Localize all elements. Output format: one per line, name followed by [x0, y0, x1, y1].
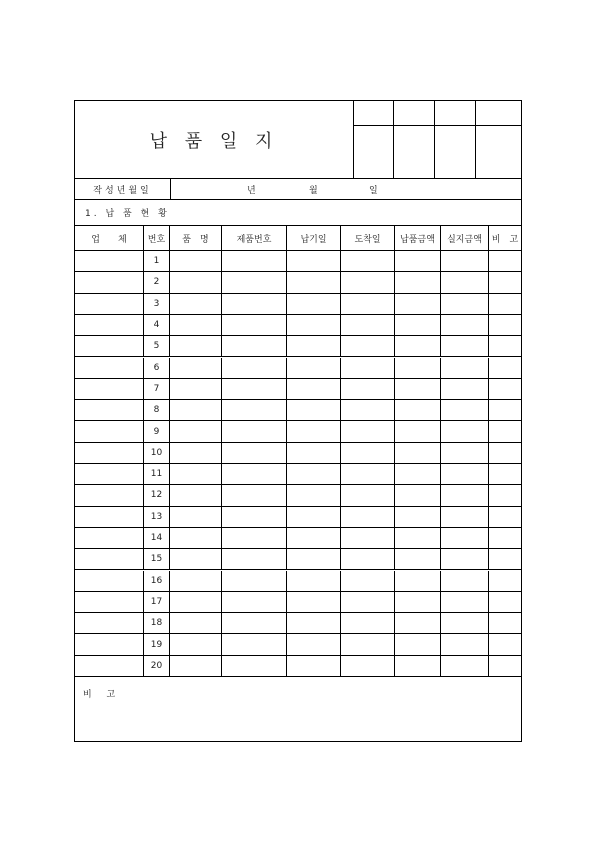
- arrival-date-cell[interactable]: [341, 400, 395, 420]
- approval-box: [353, 101, 521, 178]
- delivery-amount-cell[interactable]: [395, 549, 441, 569]
- actual-amount-cell[interactable]: [441, 315, 489, 335]
- due-date-cell[interactable]: [287, 421, 341, 441]
- delivery-amount-cell[interactable]: [395, 251, 441, 271]
- approval-sign-area[interactable]: [353, 126, 393, 178]
- row-number: 16: [144, 571, 170, 591]
- actual-amount-cell[interactable]: [441, 571, 489, 591]
- actual-amount-cell[interactable]: [441, 613, 489, 633]
- due-date-cell[interactable]: [287, 613, 341, 633]
- remarks-cell[interactable]: [489, 379, 521, 399]
- company-cell[interactable]: [75, 485, 144, 505]
- company-cell[interactable]: [75, 336, 144, 356]
- item-cell[interactable]: [170, 592, 222, 612]
- column-header-actual-amount: 실지금액: [441, 226, 489, 250]
- remarks-cell[interactable]: [489, 251, 521, 271]
- table-row: [75, 421, 521, 442]
- due-date-cell[interactable]: [287, 485, 341, 505]
- arrival-date-cell[interactable]: [341, 528, 395, 548]
- approval-column: [394, 101, 435, 178]
- product-no-cell[interactable]: [222, 336, 287, 356]
- arrival-date-cell[interactable]: [341, 549, 395, 569]
- arrival-date-cell[interactable]: [341, 464, 395, 484]
- item-cell[interactable]: [170, 464, 222, 484]
- due-date-cell[interactable]: [287, 272, 341, 292]
- product-no-cell[interactable]: [222, 549, 287, 569]
- table-row: [75, 507, 521, 528]
- delivery-amount-cell[interactable]: [395, 485, 441, 505]
- remarks-row[interactable]: [75, 677, 521, 741]
- section-row: [75, 200, 521, 226]
- arrival-date-cell[interactable]: [341, 634, 395, 654]
- actual-amount-cell[interactable]: [441, 251, 489, 271]
- actual-amount-cell[interactable]: [441, 592, 489, 612]
- company-cell[interactable]: [75, 613, 144, 633]
- actual-amount-cell[interactable]: [441, 294, 489, 314]
- company-cell[interactable]: [75, 507, 144, 527]
- due-date-cell[interactable]: [287, 315, 341, 335]
- item-cell[interactable]: [170, 549, 222, 569]
- company-cell[interactable]: [75, 272, 144, 292]
- delivery-amount-cell[interactable]: [395, 421, 441, 441]
- table-row: [75, 485, 521, 506]
- remarks-cell[interactable]: [489, 613, 521, 633]
- due-date-cell[interactable]: [287, 571, 341, 591]
- due-date-cell[interactable]: [287, 549, 341, 569]
- remarks-cell[interactable]: [489, 464, 521, 484]
- company-cell[interactable]: [75, 358, 144, 378]
- approval-sign-area[interactable]: [394, 126, 434, 178]
- item-cell[interactable]: [170, 251, 222, 271]
- approval-sign-area[interactable]: [435, 126, 475, 178]
- remarks-cell[interactable]: [489, 358, 521, 378]
- due-date-cell[interactable]: [287, 400, 341, 420]
- item-cell[interactable]: [170, 400, 222, 420]
- company-cell[interactable]: [75, 634, 144, 654]
- delivery-amount-cell[interactable]: [395, 336, 441, 356]
- product-no-cell[interactable]: [222, 421, 287, 441]
- table-row: [75, 443, 521, 464]
- remarks-cell[interactable]: [489, 549, 521, 569]
- actual-amount-cell[interactable]: [441, 336, 489, 356]
- arrival-date-cell[interactable]: [341, 592, 395, 612]
- remarks-cell[interactable]: [489, 294, 521, 314]
- header-row: [75, 101, 521, 179]
- due-date-cell[interactable]: [287, 336, 341, 356]
- row-number: 19: [144, 634, 170, 654]
- company-cell[interactable]: [75, 251, 144, 271]
- delivery-amount-cell[interactable]: [395, 272, 441, 292]
- row-number: 7: [144, 379, 170, 399]
- product-no-cell[interactable]: [222, 251, 287, 271]
- row-number: 18: [144, 613, 170, 633]
- company-cell[interactable]: [75, 294, 144, 314]
- approval-column: [353, 101, 394, 178]
- remarks-cell[interactable]: [489, 443, 521, 463]
- table-row: [75, 613, 521, 634]
- company-cell[interactable]: [75, 464, 144, 484]
- delivery-amount-cell[interactable]: [395, 528, 441, 548]
- page-title: 납 품 일 지: [75, 101, 354, 178]
- actual-amount-cell[interactable]: [441, 400, 489, 420]
- product-no-cell[interactable]: [222, 315, 287, 335]
- due-date-cell[interactable]: [287, 592, 341, 612]
- delivery-amount-cell[interactable]: [395, 379, 441, 399]
- item-cell[interactable]: [170, 294, 222, 314]
- product-no-cell[interactable]: [222, 358, 287, 378]
- arrival-date-cell[interactable]: [341, 656, 395, 676]
- table-row: [75, 294, 521, 315]
- row-number: 6: [144, 358, 170, 378]
- actual-amount-cell[interactable]: [441, 528, 489, 548]
- due-date-cell[interactable]: [287, 507, 341, 527]
- company-cell[interactable]: [75, 549, 144, 569]
- arrival-date-cell[interactable]: [341, 613, 395, 633]
- row-number: 11: [144, 464, 170, 484]
- table-header-row: [75, 226, 521, 251]
- table-row: [75, 400, 521, 421]
- item-cell[interactable]: [170, 634, 222, 654]
- actual-amount-cell[interactable]: [441, 358, 489, 378]
- date-field[interactable]: [171, 179, 521, 199]
- row-number: 4: [144, 315, 170, 335]
- approval-sign-area[interactable]: [476, 126, 521, 178]
- due-date-cell[interactable]: [287, 251, 341, 271]
- product-no-cell[interactable]: [222, 592, 287, 612]
- delivery-amount-cell[interactable]: [395, 507, 441, 527]
- column-header-remarks: 비 고: [491, 234, 519, 245]
- item-cell[interactable]: [170, 421, 222, 441]
- column-header-number: 번호: [144, 226, 170, 250]
- company-cell[interactable]: [75, 528, 144, 548]
- product-no-cell[interactable]: [222, 485, 287, 505]
- date-label: 작성년월일: [75, 179, 171, 199]
- item-cell[interactable]: [170, 528, 222, 548]
- due-date-cell[interactable]: [287, 294, 341, 314]
- due-date-cell[interactable]: [287, 379, 341, 399]
- product-no-cell[interactable]: [222, 634, 287, 654]
- remarks-cell[interactable]: [489, 634, 521, 654]
- product-no-cell[interactable]: [222, 294, 287, 314]
- arrival-date-cell[interactable]: [341, 315, 395, 335]
- row-number: 3: [144, 294, 170, 314]
- row-number: 10: [144, 443, 170, 463]
- delivery-amount-cell[interactable]: [395, 634, 441, 654]
- product-no-cell[interactable]: [222, 528, 287, 548]
- column-header-delivery-amount: 납품금액: [395, 226, 441, 250]
- item-cell[interactable]: [170, 336, 222, 356]
- due-date-cell[interactable]: [287, 634, 341, 654]
- product-no-cell[interactable]: [222, 379, 287, 399]
- remarks-cell[interactable]: [489, 528, 521, 548]
- arrival-date-cell[interactable]: [341, 379, 395, 399]
- actual-amount-cell[interactable]: [441, 656, 489, 676]
- table-row: [75, 251, 521, 272]
- delivery-amount-cell[interactable]: [395, 294, 441, 314]
- row-number: 15: [144, 549, 170, 569]
- due-date-cell[interactable]: [287, 443, 341, 463]
- delivery-log-form: [74, 100, 522, 742]
- item-cell[interactable]: [170, 315, 222, 335]
- row-number: 14: [144, 528, 170, 548]
- item-cell[interactable]: [170, 272, 222, 292]
- company-cell[interactable]: [75, 656, 144, 676]
- actual-amount-cell[interactable]: [441, 464, 489, 484]
- company-cell[interactable]: [75, 421, 144, 441]
- table-row: [75, 379, 521, 400]
- delivery-amount-cell[interactable]: [395, 571, 441, 591]
- table-row: [75, 358, 521, 379]
- day-label: 일: [369, 185, 378, 196]
- table-row: [75, 549, 521, 570]
- due-date-cell[interactable]: [287, 656, 341, 676]
- delivery-amount-cell[interactable]: [395, 358, 441, 378]
- delivery-amount-cell[interactable]: [395, 443, 441, 463]
- due-date-cell[interactable]: [287, 358, 341, 378]
- arrival-date-cell[interactable]: [341, 358, 395, 378]
- delivery-amount-cell[interactable]: [395, 613, 441, 633]
- row-number: 12: [144, 485, 170, 505]
- delivery-amount-cell[interactable]: [395, 656, 441, 676]
- row-number: 13: [144, 507, 170, 527]
- company-cell[interactable]: [75, 400, 144, 420]
- item-cell[interactable]: [170, 613, 222, 633]
- remarks-cell[interactable]: [489, 336, 521, 356]
- remarks-cell[interactable]: [489, 400, 521, 420]
- date-row: [75, 179, 521, 200]
- remarks-cell[interactable]: [489, 272, 521, 292]
- company-cell[interactable]: [75, 379, 144, 399]
- remarks-cell[interactable]: [489, 507, 521, 527]
- remarks-cell[interactable]: [489, 485, 521, 505]
- item-cell[interactable]: [170, 358, 222, 378]
- item-cell[interactable]: [170, 379, 222, 399]
- row-number: 20: [144, 656, 170, 676]
- actual-amount-cell[interactable]: [441, 379, 489, 399]
- row-number: 8: [144, 400, 170, 420]
- row-number: 2: [144, 272, 170, 292]
- row-number: 5: [144, 336, 170, 356]
- product-no-cell[interactable]: [222, 656, 287, 676]
- table-row: [75, 634, 521, 655]
- item-cell[interactable]: [170, 656, 222, 676]
- actual-amount-cell[interactable]: [441, 272, 489, 292]
- table-row: [75, 528, 521, 549]
- column-header-product-no: 제품번호: [222, 226, 287, 250]
- column-header-due-date: 납기일: [287, 226, 341, 250]
- product-no-cell[interactable]: [222, 613, 287, 633]
- column-header-arrival-date: 도착일: [341, 226, 395, 250]
- year-label: 년: [247, 185, 256, 196]
- arrival-date-cell[interactable]: [341, 443, 395, 463]
- column-header-item: 품 명: [170, 226, 222, 250]
- table-row: [75, 464, 521, 485]
- product-no-cell[interactable]: [222, 443, 287, 463]
- item-cell[interactable]: [170, 507, 222, 527]
- table-row: [75, 571, 521, 592]
- company-cell[interactable]: [75, 571, 144, 591]
- item-cell[interactable]: [170, 571, 222, 591]
- section-title: 1. 납 품 현 황: [85, 209, 170, 219]
- approval-column: [435, 101, 476, 178]
- table-row: [75, 272, 521, 293]
- actual-amount-cell[interactable]: [441, 443, 489, 463]
- table-row: [75, 315, 521, 336]
- table-row: [75, 336, 521, 357]
- remarks-cell[interactable]: [489, 315, 521, 335]
- actual-amount-cell[interactable]: [441, 485, 489, 505]
- approval-header: [394, 101, 434, 126]
- arrival-date-cell[interactable]: [341, 336, 395, 356]
- table-row: [75, 592, 521, 613]
- column-header-company: 업 체: [75, 226, 144, 250]
- approval-header: [353, 101, 393, 126]
- arrival-date-cell[interactable]: [341, 485, 395, 505]
- product-no-cell[interactable]: [222, 571, 287, 591]
- delivery-amount-cell[interactable]: [395, 592, 441, 612]
- company-cell[interactable]: [75, 443, 144, 463]
- approval-header: [435, 101, 475, 126]
- arrival-date-cell[interactable]: [341, 272, 395, 292]
- due-date-cell[interactable]: [287, 528, 341, 548]
- delivery-amount-cell[interactable]: [395, 315, 441, 335]
- approval-header: [476, 101, 521, 126]
- delivery-amount-cell[interactable]: [395, 464, 441, 484]
- remarks-cell[interactable]: [489, 656, 521, 676]
- row-number: 9: [144, 421, 170, 441]
- table-row: [75, 656, 521, 677]
- product-no-cell[interactable]: [222, 507, 287, 527]
- actual-amount-cell[interactable]: [441, 421, 489, 441]
- remarks-label: 비 고: [83, 690, 122, 700]
- approval-column: [476, 101, 521, 178]
- row-number: 1: [144, 251, 170, 271]
- product-no-cell[interactable]: [222, 400, 287, 420]
- arrival-date-cell[interactable]: [341, 571, 395, 591]
- remarks-cell[interactable]: [489, 592, 521, 612]
- actual-amount-cell[interactable]: [441, 549, 489, 569]
- arrival-date-cell[interactable]: [341, 251, 395, 271]
- actual-amount-cell[interactable]: [441, 634, 489, 654]
- remarks-cell[interactable]: [489, 571, 521, 591]
- product-no-cell[interactable]: [222, 272, 287, 292]
- remarks-cell[interactable]: [489, 421, 521, 441]
- company-cell[interactable]: [75, 315, 144, 335]
- arrival-date-cell[interactable]: [341, 507, 395, 527]
- due-date-cell[interactable]: [287, 464, 341, 484]
- item-cell[interactable]: [170, 443, 222, 463]
- actual-amount-cell[interactable]: [441, 507, 489, 527]
- item-cell[interactable]: [170, 485, 222, 505]
- month-label: 월: [309, 185, 318, 196]
- company-cell[interactable]: [75, 592, 144, 612]
- arrival-date-cell[interactable]: [341, 294, 395, 314]
- row-number: 17: [144, 592, 170, 612]
- arrival-date-cell[interactable]: [341, 421, 395, 441]
- delivery-amount-cell[interactable]: [395, 400, 441, 420]
- product-no-cell[interactable]: [222, 464, 287, 484]
